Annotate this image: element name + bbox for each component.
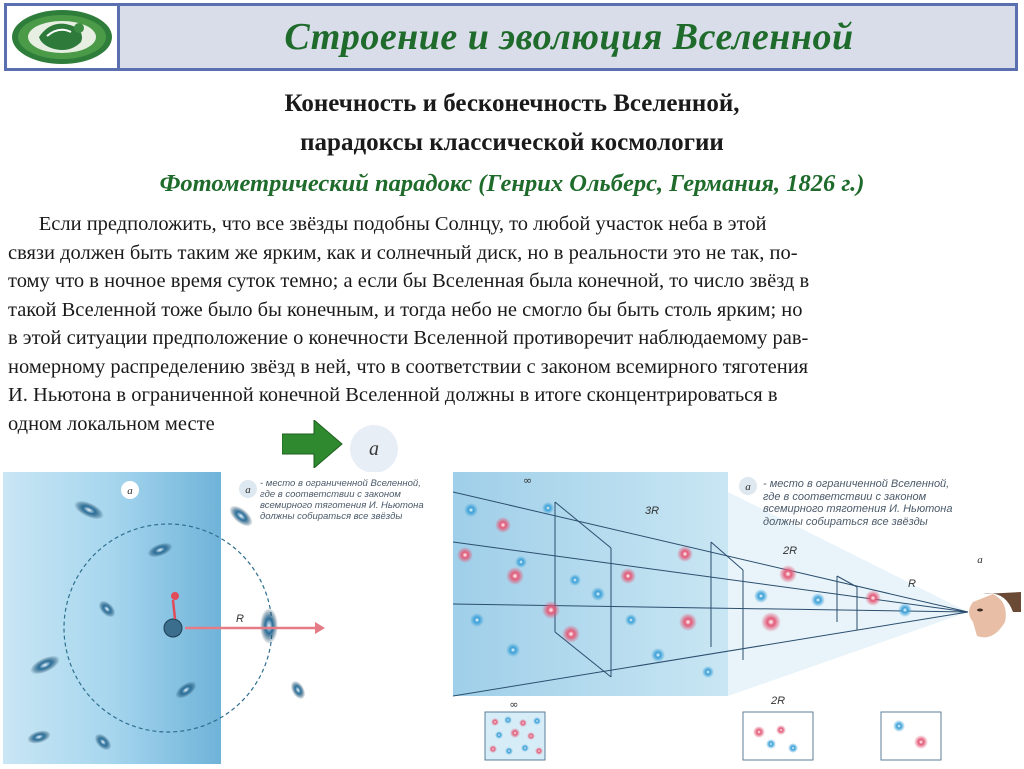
page-title: Строение и эволюция Вселенной xyxy=(284,16,854,58)
figure-olbers-cones xyxy=(453,472,1021,764)
caption-line: - место в ограниченной Вселенной, xyxy=(763,478,950,490)
label-infinity-bottom: ∞ xyxy=(509,698,519,711)
body-line: в этой ситуации предположение о конечности Вселенной противоречит наблюдаемому рав- xyxy=(8,327,809,349)
caption-line: всемирного тяготения И. Ньютона xyxy=(260,500,424,511)
paradox-title: Фотометрический парадокс (Генрих Ольберс, Германия, 1826 г.) xyxy=(159,170,865,197)
body-line: связи должен быть таким же ярким, как и солнечный диск, но в реальности это не так, по- xyxy=(8,241,798,264)
caption-line: - место в ограниченной Вселенной, xyxy=(260,478,421,489)
figure-left-badge: а xyxy=(127,485,133,497)
body-text xyxy=(8,210,1012,438)
arrow-right-icon xyxy=(282,420,344,468)
label-2r: 2R xyxy=(783,545,798,557)
body-line: И. Ньютона в ограниченной конечной Вселенной должны в итоге сконцентрироваться в xyxy=(8,384,778,406)
eye-badge: а xyxy=(977,554,983,566)
figure-left-caption-badge: а xyxy=(245,484,251,496)
figure-finite-universe xyxy=(3,472,445,764)
body-line: такой Вселенной тоже было бы конечным, и тогда небо не смогло бы быть столь ярким; но xyxy=(8,298,803,321)
caption-line: где в соответствии с законом xyxy=(763,490,927,503)
subtitle-line-1: Конечность и бесконечность Вселенной, xyxy=(284,90,740,117)
body-line: одном локальном месте xyxy=(8,412,215,435)
school-emblem-icon xyxy=(7,6,117,68)
caption-line: должны собираться все звёзды xyxy=(763,515,928,528)
caption-line: должны собираться все звёзды xyxy=(260,511,403,522)
label-3r: 3R xyxy=(645,505,660,517)
body-line: номерному распределению звёзд в ней, что в соответствии с законом всемирного тяготения xyxy=(8,355,809,378)
figure-right-caption-badge: а xyxy=(745,481,751,493)
figure-left-radius: R xyxy=(236,613,244,625)
face-icon xyxy=(969,592,1021,637)
marker-a: а xyxy=(350,425,398,473)
figure-right-caption xyxy=(763,478,1013,528)
figure-left-caption xyxy=(260,478,445,522)
logo xyxy=(4,3,120,71)
label-r: R xyxy=(908,578,916,590)
body-line: Если предположить, что все звёзды подобны Солнцу, то любой участок неба в этой xyxy=(8,213,767,235)
body-line: тому что в ночное время суток темно; а если бы Вселенная была конечной, то число звёзд в xyxy=(8,270,810,292)
caption-line: всемирного тяготения И. Ньютона xyxy=(763,503,953,515)
label-infinity-top: ∞ xyxy=(523,474,533,487)
caption-line: где в соответствии с законом xyxy=(260,489,401,500)
box-label-2r: 2R xyxy=(770,695,786,707)
subtitle-line-2: парадоксы классической космологии xyxy=(300,129,724,156)
header xyxy=(0,0,1024,78)
